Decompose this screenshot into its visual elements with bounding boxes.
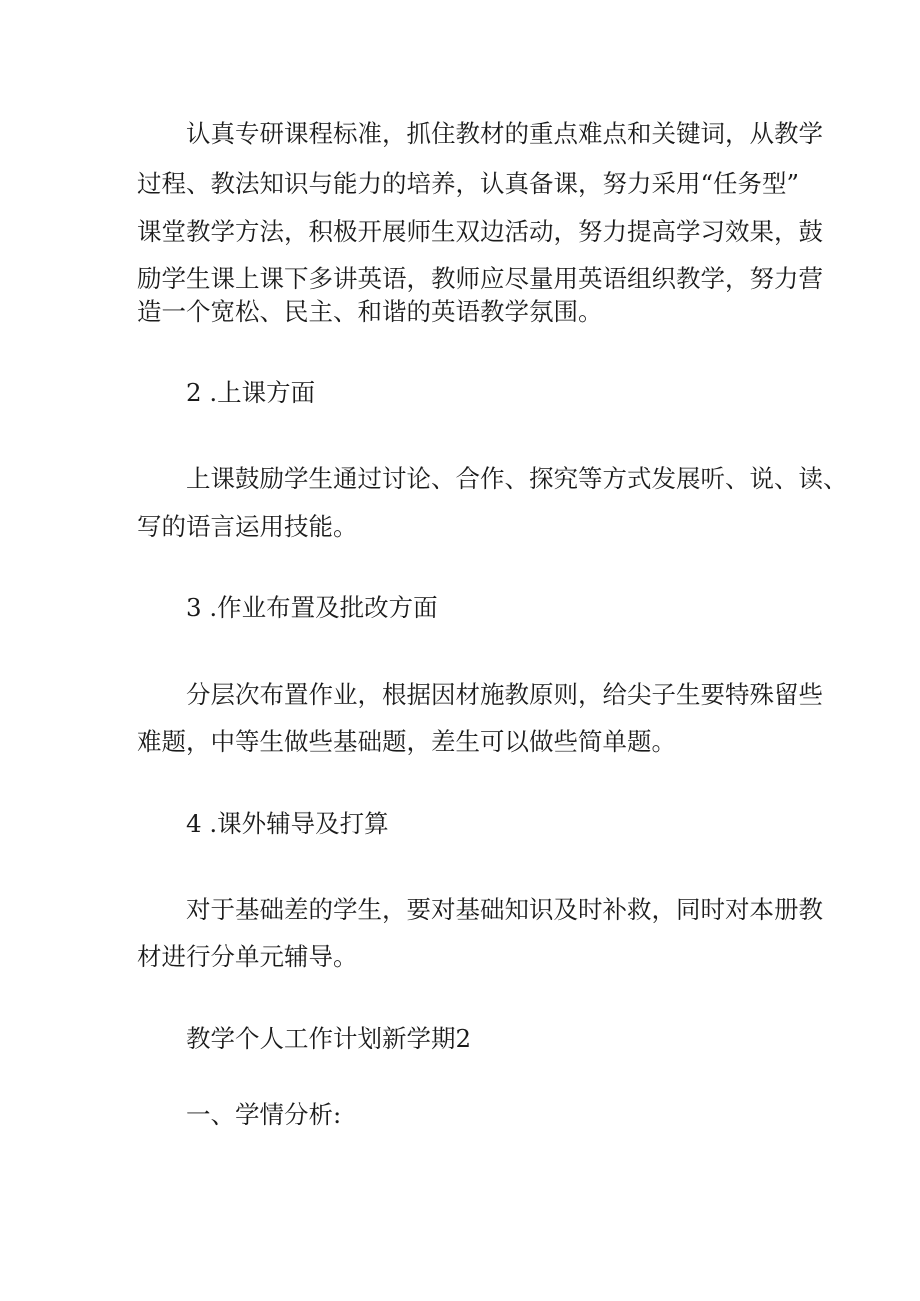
subsection-title: 一、学情分析: bbox=[186, 1100, 342, 1129]
paragraph-2-line-1: 上课鼓励学生通过讨论、合作、探究等方式发展听、说、读、 bbox=[186, 464, 848, 493]
paragraph-2-line-2: 写的语言运用技能。 bbox=[137, 512, 358, 541]
paragraph-3-line-2: 难题，中等生做些基础题，差生可以做些简单题。 bbox=[137, 727, 676, 756]
paragraph-1-line-4: 励学生课上课下多讲英语，教师应尽量用英语组织教学，努力营 bbox=[137, 264, 823, 293]
paragraph-1-line-3: 课堂教学方法，积极开展师生双边活动，努力提高学习效果，鼓 bbox=[137, 217, 823, 246]
paragraph-3-line-1: 分层次布置作业，根据因材施教原则，给尖子生要特殊留些 bbox=[186, 680, 823, 709]
heading-2: 2 .上课方面 bbox=[186, 378, 316, 407]
section-title: 教学个人工作计划新学期2 bbox=[186, 1024, 472, 1053]
paragraph-1-line-2: 过程、教法知识与能力的培养，认真备课，努力采用“任务型” bbox=[137, 169, 800, 198]
paragraph-1-line-1: 认真专研课程标准，抓住教材的重点难点和关键词，从教学 bbox=[186, 119, 823, 148]
paragraph-4-line-2: 材进行分单元辅导。 bbox=[137, 942, 358, 971]
paragraph-1-line-5: 造一个宽松、民主、和谐的英语教学氛围。 bbox=[137, 297, 603, 326]
heading-3: 3 .作业布置及批改方面 bbox=[186, 593, 438, 622]
heading-4: 4 .课外辅导及打算 bbox=[186, 809, 389, 838]
paragraph-4-line-1: 对于基础差的学生，要对基础知识及时补救，同时对本册教 bbox=[186, 895, 823, 924]
